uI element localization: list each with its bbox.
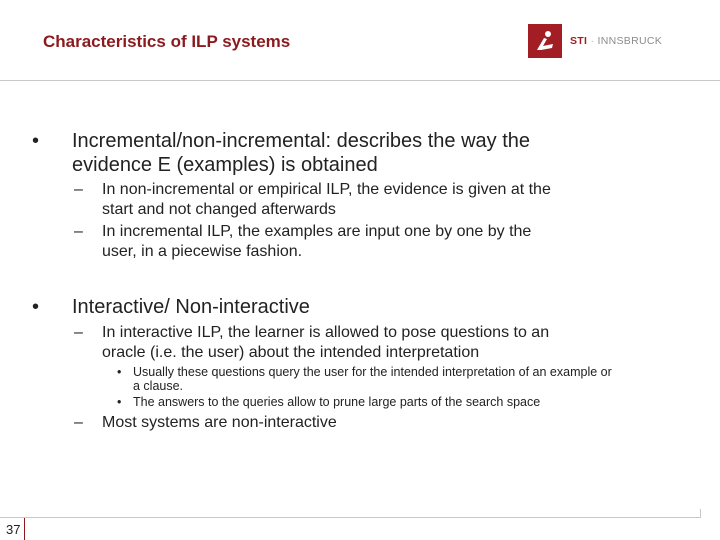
subbullet-interactive-ilp [74,323,550,363]
subbullet-text-line: start and not changed afterwards [102,201,336,218]
subbullet-marker: – [74,414,83,431]
slide-title: Characteristics of ILP systems [43,32,291,51]
subsubbullet-queries [117,365,612,393]
subbullet-marker: – [74,223,83,240]
subsubbullet-marker: • [117,365,122,379]
bullet-text-line: Interactive/ Non-interactive [72,296,310,318]
subbullet-text-line: oracle (i.e. the user) about the intended interpretation [102,344,480,361]
logo-wordmark [570,35,662,47]
logo-location: INNSBRUCK [597,35,663,47]
logo-separator: · [590,35,595,47]
header-divider [0,80,720,81]
bullet-incremental [32,129,531,177]
logo-brand: STI [570,35,588,47]
subbullet-text-line: In interactive ILP, the learner is allowed to pose questions to an [102,324,550,341]
subbullet-text-line: Most systems are non-interactive [102,414,337,431]
subsubbullet-text-line: The answers to the queries allow to prune large parts of the search space [133,395,541,409]
bullet-text-line: evidence E (examples) is obtained [72,154,378,176]
subbullet-incremental [74,222,532,262]
bullet-marker: • [32,130,40,152]
subbullet-non-incremental [74,180,551,220]
subbullet-marker: – [74,324,83,341]
subbullet-marker: – [74,181,83,198]
footer-divider [0,517,700,518]
subbullet-text-line: In incremental ILP, the examples are input one by one by the [102,223,532,240]
bullet-marker: • [32,296,40,318]
subsubbullet-text-line: a clause. [133,379,184,393]
subsubbullet-text-line: Usually these questions query the user for the intended interpretation of an example or [133,365,612,379]
sti-innsbruck-logo [528,24,662,58]
subsubbullet-pruning [117,395,541,409]
subbullet-text-line: In non-incremental or empirical ILP, the evidence is given at the [102,181,551,198]
page-number: 37 [6,522,21,537]
bullet-interactive [32,295,310,319]
subsubbullet-marker: • [117,395,122,409]
bullet-text-line: Incremental/non-incremental: describes the way the [72,130,531,152]
sti-logo-mark-icon [528,24,562,58]
subbullet-text-line: user, in a piecewise fashion. [102,243,303,260]
footer-corner-tick [700,509,701,518]
subbullet-most-systems [74,413,337,433]
